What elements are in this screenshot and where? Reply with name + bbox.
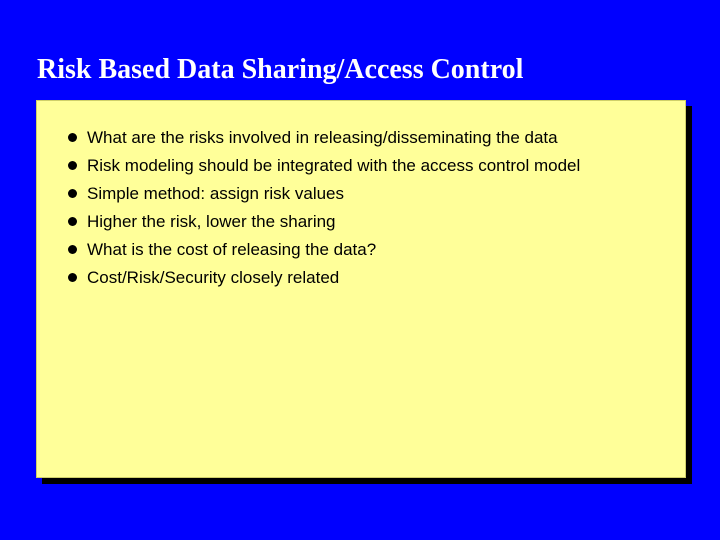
bullet-item xyxy=(68,264,580,292)
bullet-text: Cost/Risk/Security closely related xyxy=(87,268,340,287)
bullet-icon xyxy=(68,189,77,198)
bullet-icon xyxy=(68,133,77,142)
bullet-text: Simple method: assign risk values xyxy=(87,184,345,203)
bullet-icon xyxy=(68,217,77,226)
slide-title: Risk Based Data Sharing/Access Control xyxy=(37,54,524,85)
bullet-text: Risk modeling should be integrated with the access control model xyxy=(87,156,581,175)
bullet-item xyxy=(68,208,580,236)
bullet-text: Higher the risk, lower the sharing xyxy=(87,212,336,231)
bullet-item xyxy=(68,152,580,180)
bullet-text: What are the risks involved in releasing/disseminating the data xyxy=(87,128,558,147)
content-panel xyxy=(36,100,686,478)
bullet-icon xyxy=(68,245,77,254)
bullet-icon xyxy=(68,161,77,170)
bullet-item xyxy=(68,124,580,152)
bullet-icon xyxy=(68,273,77,282)
bullet-item xyxy=(68,236,580,264)
bullet-text: What is the cost of releasing the data? xyxy=(87,240,377,259)
bullet-item xyxy=(68,180,580,208)
bullet-list xyxy=(68,124,580,292)
